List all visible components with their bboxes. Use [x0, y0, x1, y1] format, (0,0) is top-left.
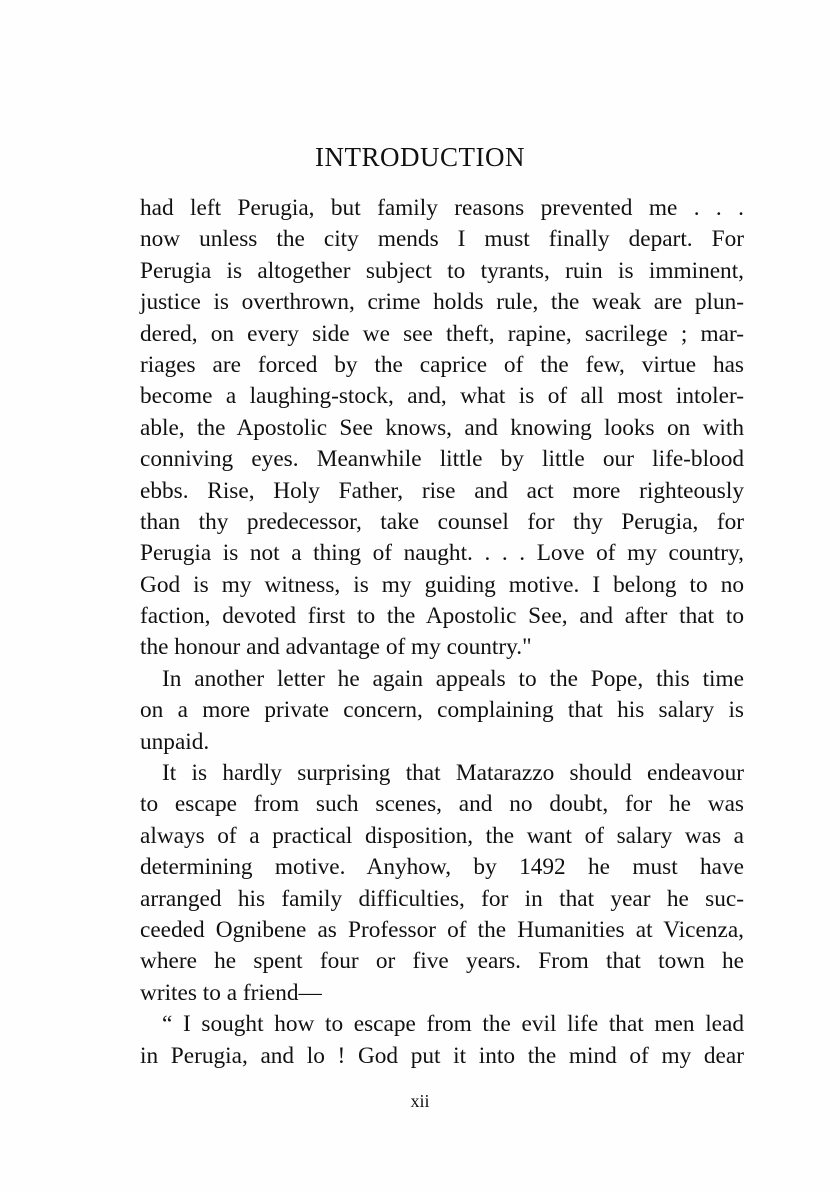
text-line: justice is overthrown, crime holds rule, the weak are plun- — [140, 289, 744, 316]
text-line: Perugia is not a thing of naught. . . . Love of my country, — [140, 540, 744, 567]
body-text — [140, 193, 744, 1072]
text-line: ceeded Ognibene as Professor of the Humanities at Vicenza, — [140, 916, 744, 943]
text-line: faction, devoted first to the Apostolic See, and after that to — [140, 603, 744, 630]
text-line: had left Perugia, but family reasons prevented me . . . — [140, 195, 744, 221]
running-head: INTRODUCTION — [315, 142, 525, 172]
text-line: dered, on every side we see theft, rapine, sacrilege ; mar- — [140, 320, 744, 347]
text-line: determining motive. Anyhow, by 1492 he must have — [140, 854, 744, 881]
text-line: In another letter he again appeals to the Pope, this time — [162, 665, 744, 692]
text-line: on a more private concern, complaining that his salary is — [140, 697, 744, 724]
text-line: God is my witness, is my guiding motive. I belong to no — [140, 571, 744, 598]
page-number: xii — [410, 1091, 430, 1111]
text-line: than thy predecessor, take counsel for thy Perugia, for — [140, 508, 744, 535]
text-line: the honour and advantage of my country." — [140, 634, 532, 661]
text-line: able, the Apostolic See knows, and knowing looks on with — [140, 414, 744, 441]
text-line: now unless the city mends I must finally depart. For — [140, 226, 744, 253]
text-line: riages are forced by the caprice of the few, virtue has — [140, 351, 744, 378]
text-line: It is hardly surprising that Matarazzo should endeavour — [162, 760, 744, 787]
text-line: Perugia is altogether subject to tyrants, ruin is imminent, — [140, 257, 744, 284]
text-line: become a laughing-stock, and, what is of all most intoler- — [140, 383, 744, 410]
text-line: ebbs. Rise, Holy Father, rise and act more righteously — [140, 477, 744, 504]
text-line: writes to a friend— — [140, 979, 322, 1006]
text-line: to escape from such scenes, and no doubt, for he was — [140, 791, 744, 818]
text-line: always of a practical disposition, the want of salary was a — [140, 822, 744, 849]
text-line: in Perugia, and lo ! God put it into the mind of my dear — [140, 1042, 744, 1069]
text-line: unpaid. — [140, 728, 210, 755]
text-line: where he spent four or five years. From that town he — [140, 948, 744, 975]
text-line: arranged his family difficulties, for in that year he suc- — [140, 885, 744, 912]
text-line: “ I sought how to escape from the evil life that men lead — [162, 1011, 744, 1038]
text-line: conniving eyes. Meanwhile little by little our life-blood — [140, 446, 744, 473]
